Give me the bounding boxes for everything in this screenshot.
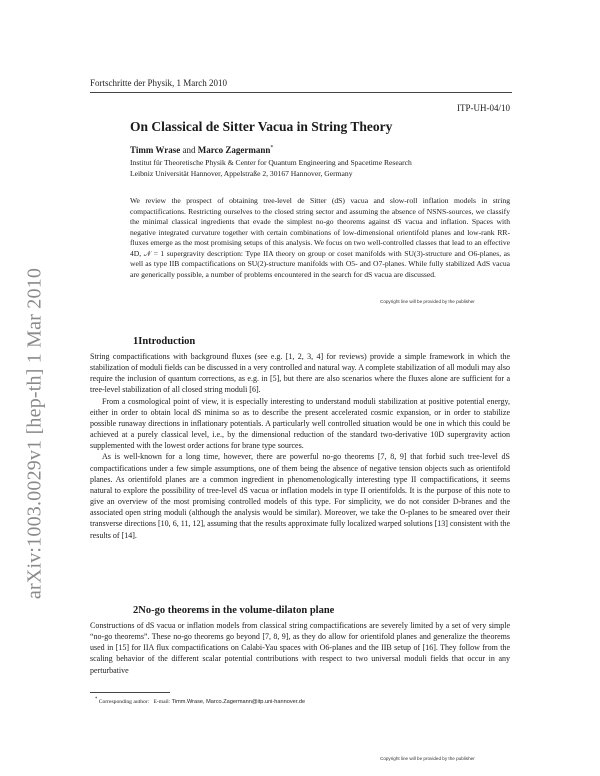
author-conjunction: and: [180, 145, 198, 155]
header-rule: [90, 92, 512, 93]
paragraph: Constructions of dS vacua or inflation models from classical string compactifications are severely limited by a set of very simple “no-go theorems”. These no-go theorems go beyond [7, 8, 9], as they do allow for orientifold planes and generalize the theorems used in [15] for IIA flux compactifications on Calabi-Yau spaces with O6-planes and the IIB setup of [16]. They follow from the scaling behavior of the different scalar potential contributions with respect to two universal moduli fields that occur in any perturbative: [90, 621, 510, 675]
section-title: Introduction: [138, 336, 196, 347]
paper-title: On Classical de Sitter Vacua in String Theory: [130, 119, 393, 134]
copyright-line: Copyright line will be provided by the publisher: [380, 756, 475, 761]
footnote-label: Corresponding author:: [98, 698, 150, 705]
author-emails: Timm.Wrase, Marco.Zagermann@itp.uni-hannover.de: [171, 698, 306, 705]
paragraph: From a cosmological point of view, it is especially interesting to understand moduli stabilization at positive potential energy, either in order to obtain local dS minima so as to describe the present accelerated cosmic expansion, or in order to stabilize possible runaway directions in inflationary potentials. A particularly well controlled situation would be one in which this could be achieved at a purely classical level, i.e., by the dimensional reduction of the standard two-derivative 10D supergravity action supplemented with the lowest order actions for brane type sources.: [90, 396, 510, 451]
footnote-rule: [90, 692, 170, 693]
section-number: 2: [133, 605, 139, 616]
copyright-line: Copyright line will be provided by the publisher: [380, 299, 475, 304]
journal-header: Fortschritte der Physik, 1 March 2010: [90, 78, 227, 88]
footnote-mark: *: [95, 697, 98, 702]
abstract: We review the prospect of obtaining tree-level de Sitter (dS) vacua and slow-roll inflation models in string compactifications. Restricting ourselves to the closed string sector and assuming the absence of NSNS-sources, we classify the minimal classical ingredients that evade the simplest no-go theorems against dS vacua and inflation. Spaces with negative integrated curvature together with certain combinations of low-dimensional orientifold planes and low-rank RR-fluxes emerge as the most promising setups of this analysis. We focus on two well-controlled classes that lead to an effective 4D, 𝒩 = 1 supergravity description: Type IIA theory on group or coset manifolds with SU(3)-structure and O6-planes, as well as type IIB compactifications on SU(2)-structure manifolds with O5- and O7-planes. While fully stabilized AdS vacua are generically possible, a number of problems encountered in the search for dS vacua are discussed.: [130, 196, 510, 279]
arxiv-identifier: arXiv:1003.0029v1 [hep-th] 1 Mar 2010: [23, 267, 46, 600]
section-heading: [133, 336, 195, 347]
report-number: ITP-UH-04/10: [457, 103, 510, 113]
footnote: [95, 697, 305, 705]
section-heading: [133, 605, 334, 616]
introduction-body: [90, 351, 510, 541]
author-list: [130, 145, 273, 155]
footnote-mark: *: [270, 145, 274, 151]
paragraph: As is well-known for a long time, however, there are powerful no-go theorems [7, 8, 9] that forbid such tree-level dS compactifications under a few simple assumptions, one of them being the absence of negative tension objects such as orientifold planes. As orientifold planes are a common ingredient in phenomenologically interesting type II compactifications, it seems natural to explore the possibility of tree-level dS vacua or inflation models in type II orientifolds. It is the purpose of this note to give an overview of the most promising controlled models of this type. For simplicity, we do not consider D-branes and the associated open string moduli (although the analysis would be similar). Moreover, we take the O-planes to be smeared over their transverse directions [10, 6, 11, 12], assuming that the results approximate fully localized warped solutions [13] consistent with the results of [14].: [90, 452, 510, 540]
affiliation-line: Leibniz Universität Hannover, Appelstraße 2, 30167 Hannover, Germany: [130, 168, 353, 178]
email-label: E-mail:: [153, 698, 171, 705]
affiliation-line: Institut für Theoretische Physik & Center for Quantum Engineering and Spacetime Research: [130, 158, 412, 167]
author-name: Timm Wrase: [130, 145, 181, 155]
paragraph: String compactifications with background fluxes (see e.g. [1, 2, 3, 4] for reviews) provide a simple framework in which the stabilization of moduli fields can be discussed in a very controlled and natural way. A complete stabilization of all moduli may also require the inclusion of quantum corrections, as e.g. in [5], but there are also scenarios where the fluxes alone are sufficient for a tree-level stabilization of all closed string moduli [6].: [90, 352, 510, 395]
affiliation: [130, 158, 412, 179]
section-title: No-go theorems in the volume-dilaton plane: [138, 605, 335, 616]
nogo-body: [90, 620, 510, 676]
author-name: Marco Zagermann: [197, 145, 271, 155]
section-number: 1: [133, 336, 139, 347]
